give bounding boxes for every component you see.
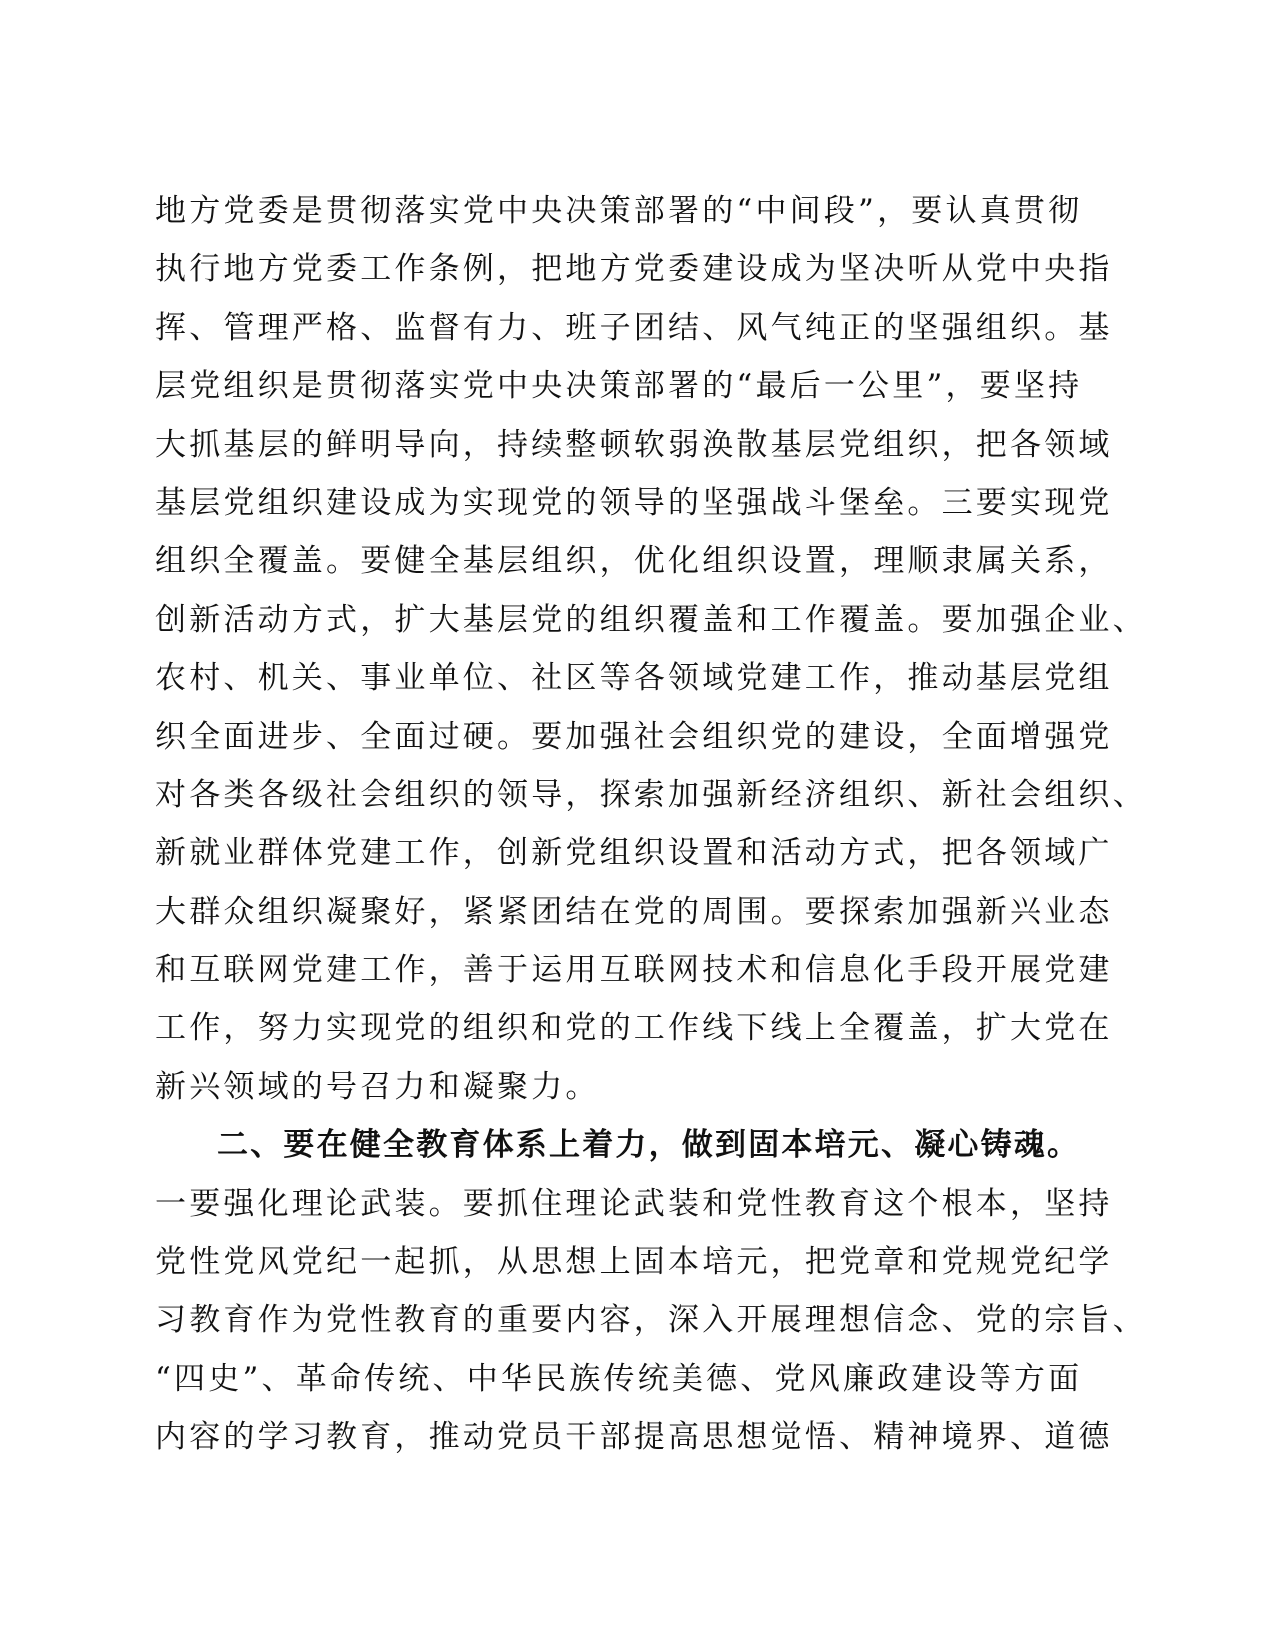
text-line: 层党组织是贯彻落实党中央决策部署的“最后一公里”，要坚持	[155, 368, 1083, 405]
text-line: 织全面进步、全面过硬。要加强社会组织党的建设，全面增强党	[155, 718, 1113, 755]
text-line: 执行地方党委工作条例，把地方党委建设成为坚决听从党中央指	[155, 251, 1113, 288]
text-line: 工作，努力实现党的组织和党的工作线下线上全覆盖，扩大党在	[155, 1010, 1113, 1047]
text-line: 一要强化理论武装。要抓住理论武装和党性教育这个根本，坚持	[155, 1185, 1113, 1222]
text-line: 地方党委是贯彻落实党中央决策部署的“中间段”，要认真贯彻	[155, 193, 1083, 229]
section-heading: 二、要在健全教育体系上着力，做到固本培元、凝心铸魂。	[217, 1127, 1081, 1164]
text-line: 组织全覆盖。要健全基层组织，优化组织设置，理顺隶属关系，	[155, 543, 1113, 580]
text-line: 大抓基层的鲜明导向，持续整顿软弱涣散基层党组织，把各领域	[155, 426, 1113, 463]
text-line: 和互联网党建工作，善于运用互联网技术和信息化手段开展党建	[155, 952, 1113, 989]
text-line: 对各类各级社会组织的领导，探索加强新经济组织、新社会组织、	[155, 776, 1147, 813]
text-line: 大群众组织凝聚好，紧紧团结在党的周围。要探索加强新兴业态	[155, 893, 1113, 930]
text-line: 新就业群体党建工作，创新党组织设置和活动方式，把各领域广	[155, 835, 1113, 872]
text-line: 挥、管理严格、监督有力、班子团结、风气纯正的坚强组织。基	[155, 309, 1113, 346]
text-line: “四史”、革命传统、中华民族传统美德、党风廉政建设等方面	[155, 1360, 1083, 1397]
body-text	[155, 182, 1147, 1467]
text-line: 创新活动方式，扩大基层党的组织覆盖和工作覆盖。要加强企业、	[155, 601, 1147, 638]
text-line: 党性党风党纪一起抓，从思想上固本培元，把党章和党规党纪学	[155, 1244, 1113, 1281]
text-line: 基层党组织建设成为实现党的领导的坚强战斗堡垒。三要实现党	[155, 484, 1113, 521]
text-line: 新兴领域的号召力和凝聚力。	[155, 1068, 600, 1105]
text-line: 农村、机关、事业单位、社区等各领域党建工作，推动基层党组	[155, 660, 1113, 697]
text-line: 内容的学习教育，推动党员干部提高思想觉悟、精神境界、道德	[155, 1419, 1113, 1456]
text-line: 习教育作为党性教育的重要内容，深入开展理想信念、党的宗旨、	[155, 1302, 1147, 1339]
